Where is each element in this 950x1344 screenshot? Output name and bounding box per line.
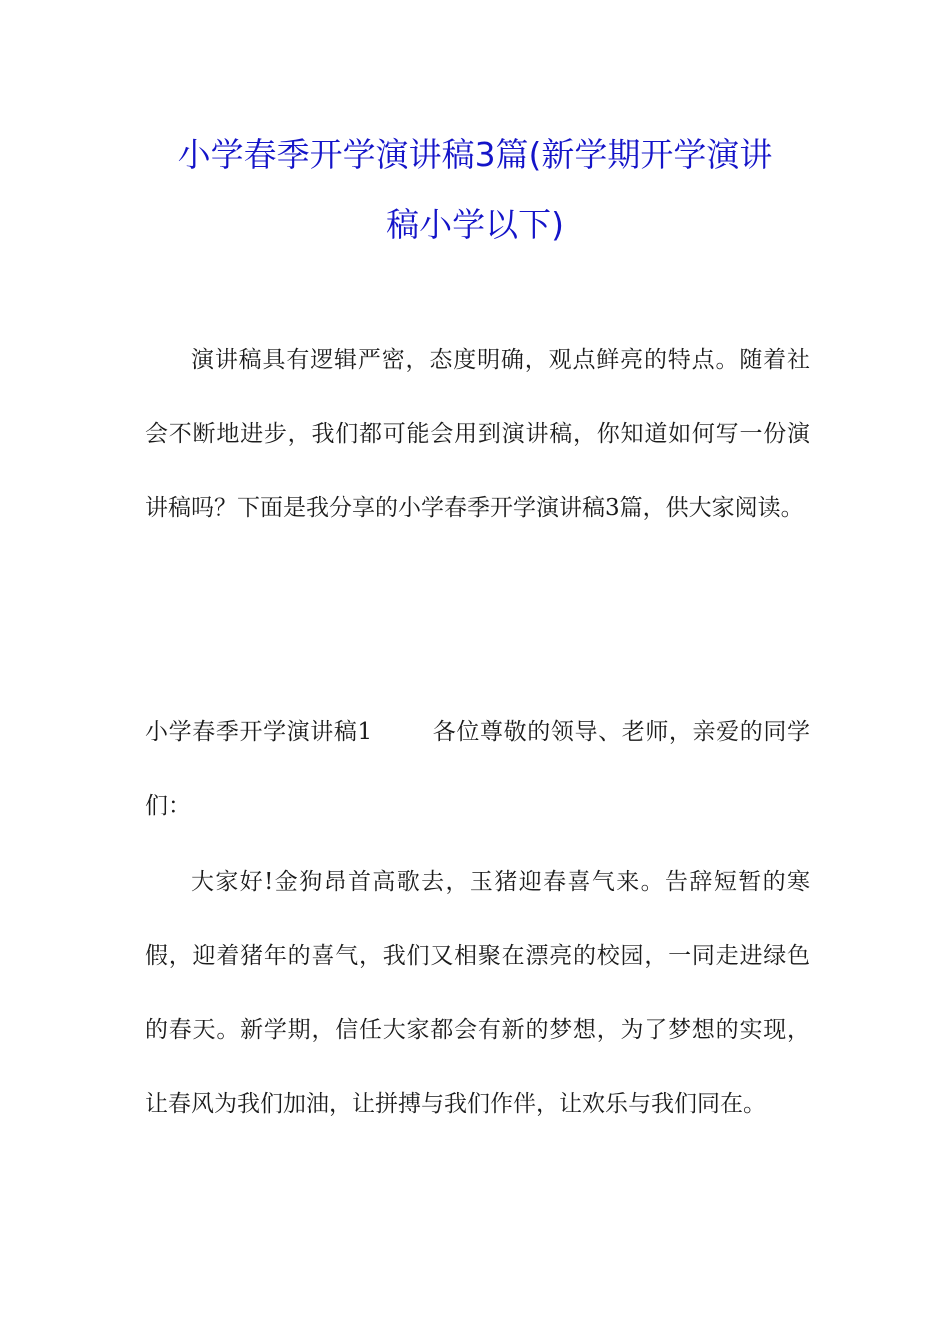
intro-paragraph: 演讲稿具有逻辑严密，态度明确，观点鲜亮的特点。随着社会不断地进步，我们都可能会用到演讲稿，你知道如何写一份演讲稿吗？下面是我分享的小学春季开学演讲稿3篇，供大家阅读。 xyxy=(145,347,810,521)
document-title-line-1: 小学春季开学演讲稿3篇(新学期开学演讲 xyxy=(177,135,773,174)
document-title-line-2: 稿小学以下) xyxy=(386,205,564,244)
section-1-greeting: 各位尊敬的领导、老师，亲爱的同学们： xyxy=(145,719,811,819)
speech-paragraph-1: 大家好!金狗昂首高歌去，玉猪迎春喜气来。告辞短暂的寒假，迎着猪年的喜气，我们又相聚在漂亮的校园，一同走进绿色的春天。新学期，信任大家都会有新的梦想，为了梦想的实现，让春风为我们加油，让拼搏与我们作伴，让欢乐与我们同在。 xyxy=(145,869,810,1117)
section-1-paragraph xyxy=(145,695,810,843)
section-1-heading: 小学春季开学演讲稿1 xyxy=(145,719,373,745)
